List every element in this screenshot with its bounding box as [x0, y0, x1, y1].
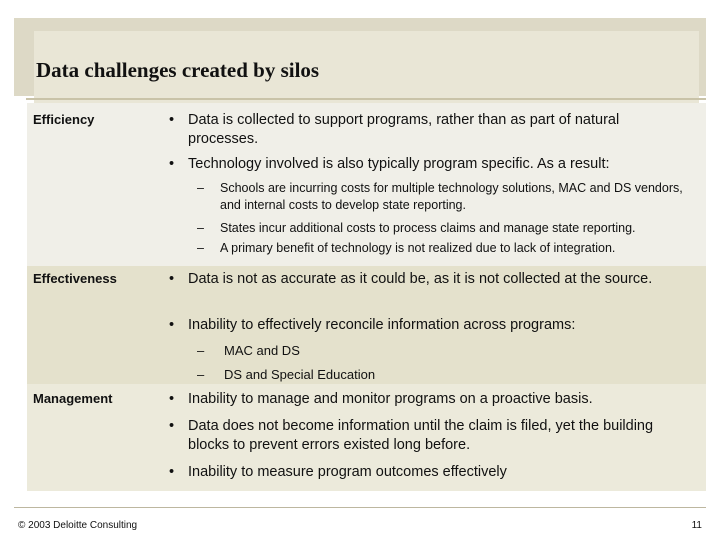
footer-divider	[14, 507, 706, 508]
bullet-text: Data is collected to support programs, rather than as part of natural processes.	[188, 112, 620, 147]
dash-marker: –	[197, 343, 205, 358]
page-title: Data challenges created by silos	[36, 58, 320, 82]
page-number: 11	[691, 520, 702, 531]
dash-marker: –	[197, 221, 204, 235]
sub-bullet-text: MAC and DS	[224, 343, 300, 358]
title-banner	[14, 18, 706, 96]
bullet-marker: •	[169, 418, 175, 434]
section-label: Effectiveness	[33, 271, 117, 286]
bullet-marker: •	[169, 156, 175, 172]
footer-copyright: © 2003 Deloitte Consulting	[18, 520, 138, 531]
dash-marker: –	[197, 241, 204, 255]
sub-bullet-text: A primary benefit of technology is not realized due to lack of integration.	[220, 241, 616, 255]
bullet-marker: •	[169, 112, 175, 128]
bullet-text: Data is not as accurate as it could be, as it is not collected at the source.	[188, 271, 653, 287]
bullet-text: Technology involved is also typically program specific. As a result:	[188, 156, 610, 172]
bullet-marker: •	[169, 464, 175, 480]
dash-marker: –	[197, 181, 204, 195]
bullet-text: Inability to manage and monitor programs on a proactive basis.	[188, 391, 593, 407]
bullet-marker: •	[169, 317, 175, 333]
section-effectiveness	[27, 266, 706, 384]
bullet-text: Inability to measure program outcomes effectively	[188, 464, 507, 480]
bullet-text: Data does not become information until the claim is filed, yet the building blocks to prevent errors existed long before.	[188, 418, 654, 453]
section-label: Management	[33, 391, 113, 406]
dash-marker: –	[197, 367, 205, 382]
section-management	[27, 384, 706, 491]
bullet-marker: •	[169, 391, 175, 407]
bullet-marker: •	[169, 271, 175, 287]
sub-bullet-text: DS and Special Education	[224, 367, 376, 382]
sub-bullet-text: States incur additional costs to process claims and manage state reporting.	[220, 221, 636, 235]
sub-bullet-text: Schools are incurring costs for multiple technology solutions, MAC and DS vendors, and internal costs to develop state reporting.	[220, 181, 683, 212]
title-divider	[26, 98, 706, 100]
section-label: Efficiency	[33, 112, 95, 127]
section-efficiency	[27, 103, 706, 266]
bullet-text: Inability to effectively reconcile information across programs:	[188, 317, 576, 333]
